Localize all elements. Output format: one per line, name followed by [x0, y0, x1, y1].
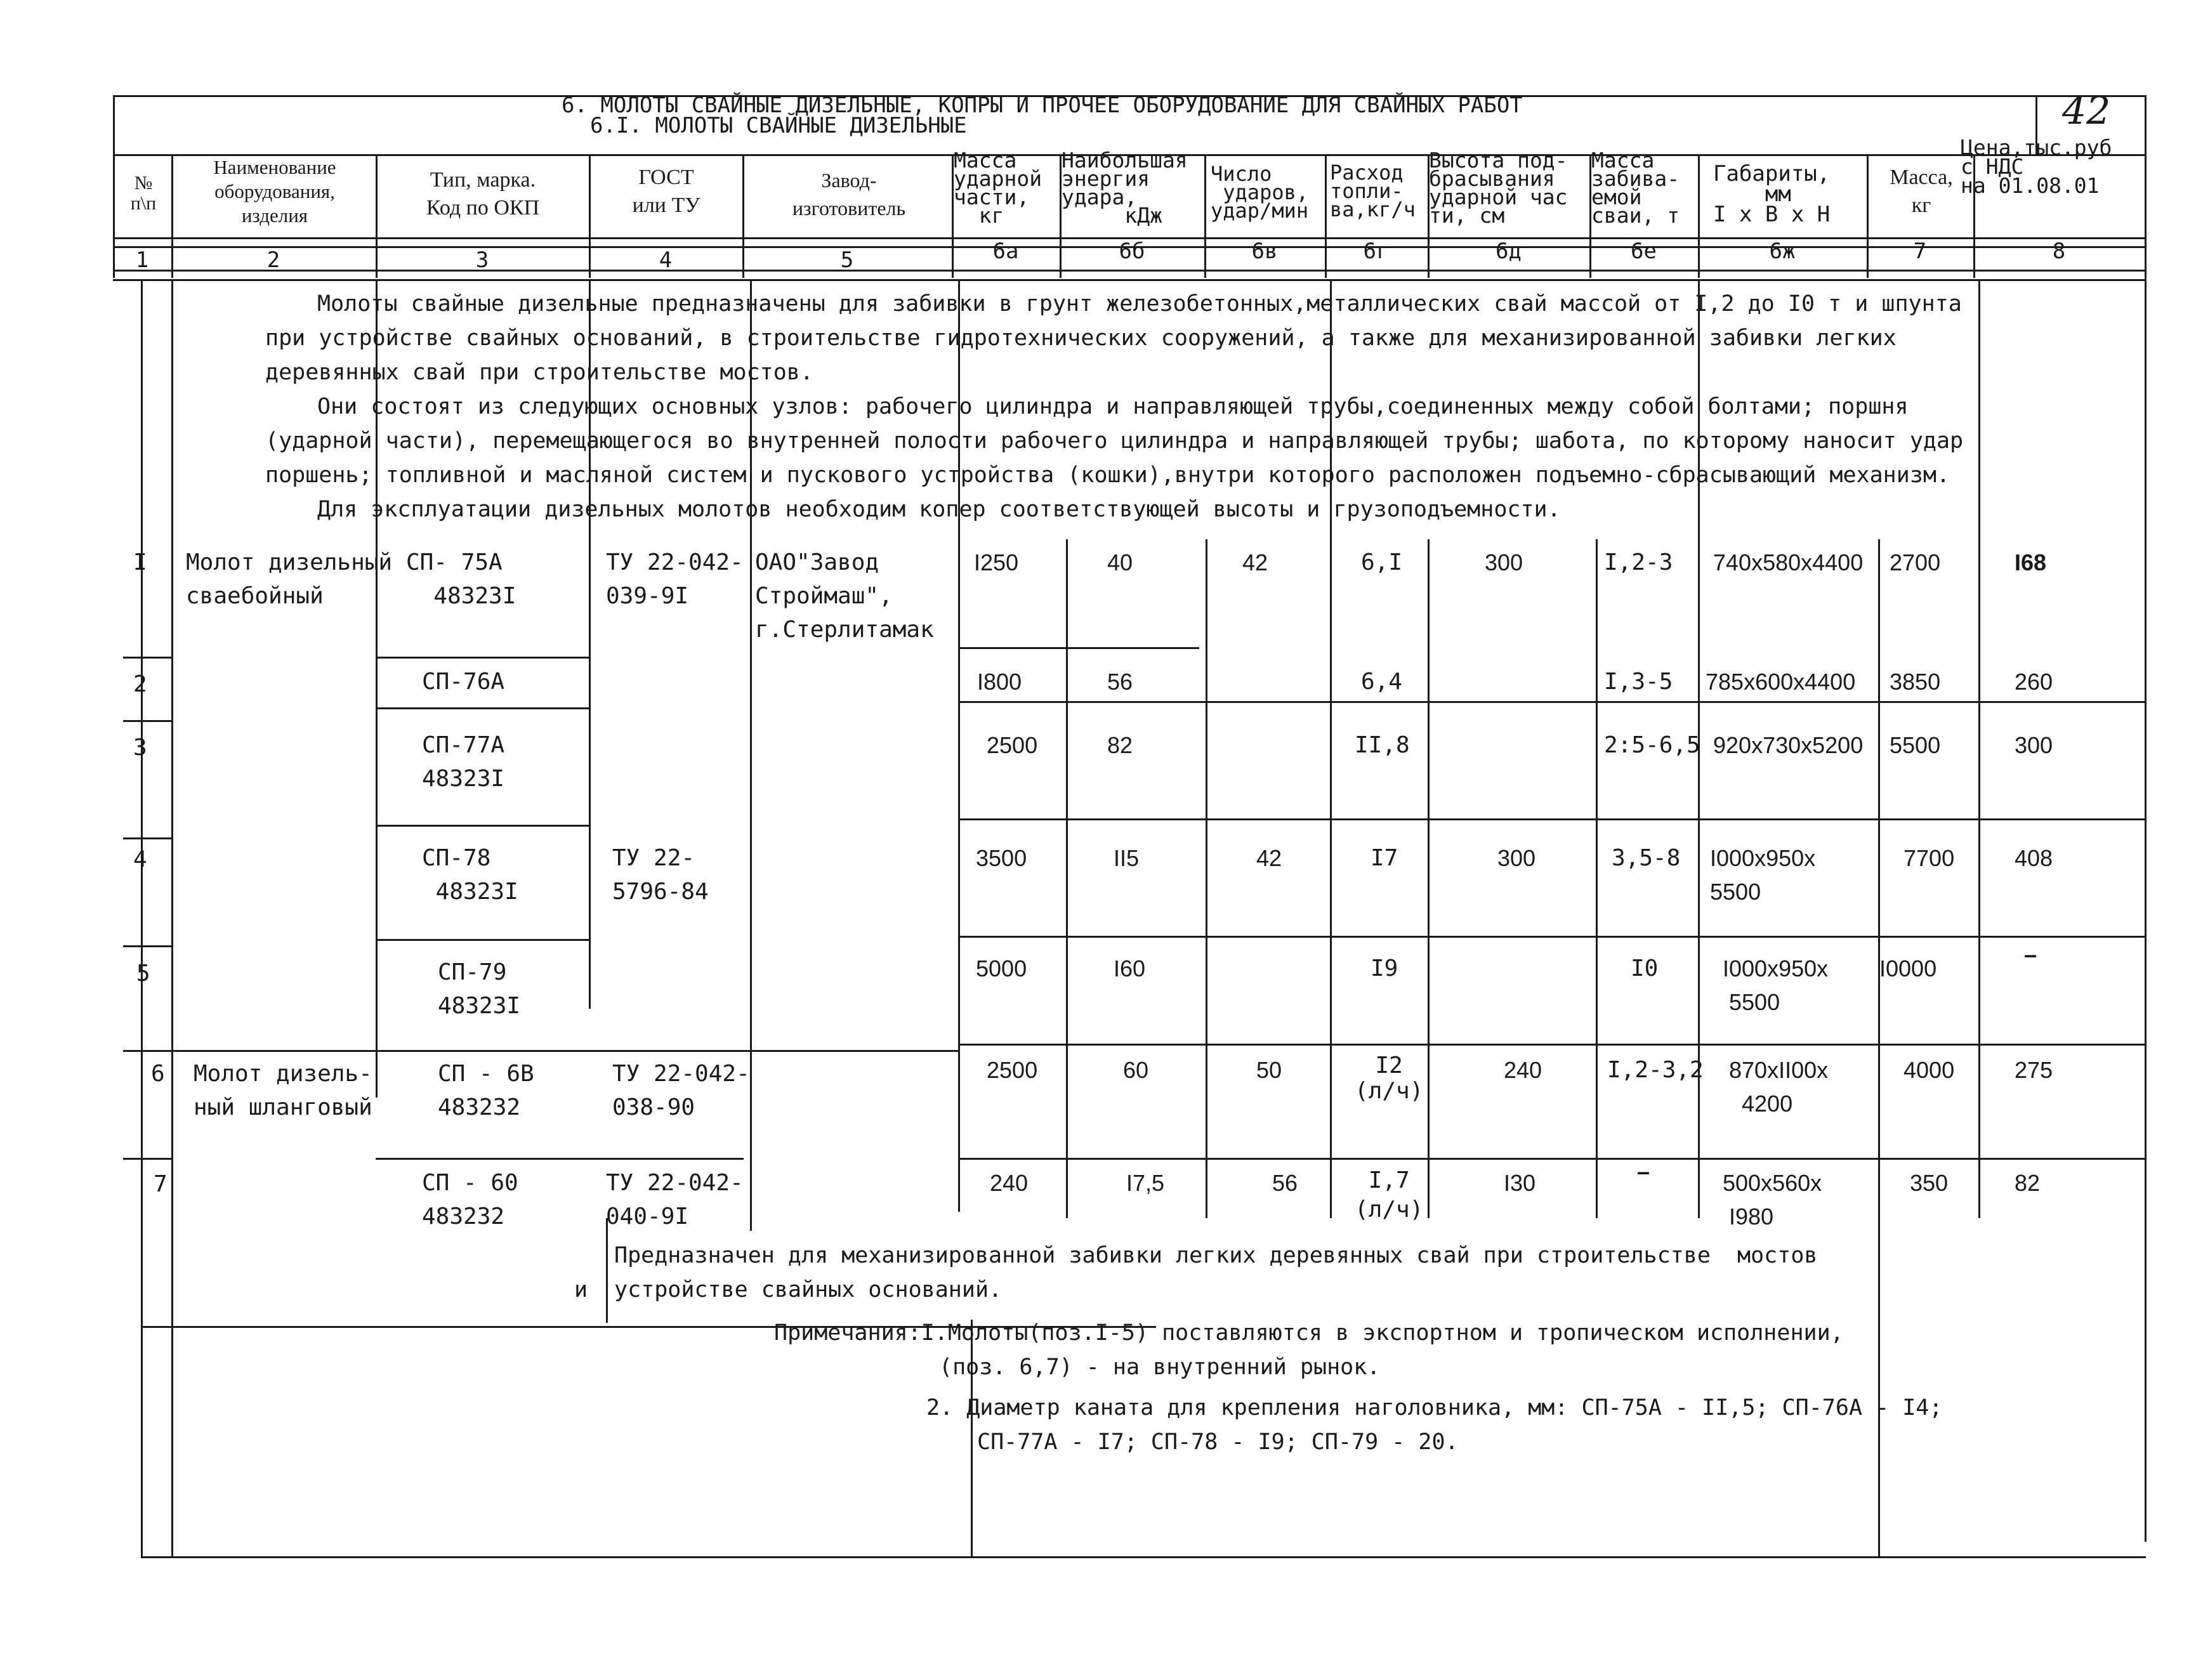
striking-mass: 240 — [990, 1170, 1029, 1196]
rule — [376, 707, 589, 709]
purpose-prefix: и — [574, 1277, 588, 1303]
col-header-maker: Завод- изготовитель — [792, 169, 906, 220]
col-number: 2 — [266, 247, 280, 273]
col-number: 5 — [840, 247, 854, 273]
rule — [1428, 539, 1430, 1218]
blows-per-min: 42 — [1242, 549, 1268, 575]
col-number: 6в — [1251, 239, 1278, 264]
impact-energy: 60 — [1123, 1057, 1149, 1083]
col-number: 4 — [659, 247, 673, 273]
type-code: СП - 6В 483232 — [438, 1061, 534, 1120]
table-bottom-border — [141, 1556, 2146, 1558]
dimensions: 870xII00x 4200 — [1729, 1057, 1829, 1117]
fuel-consumption: 6,I — [1361, 549, 1403, 575]
fuel-consumption: I,7 (л/ч) — [1355, 1167, 1424, 1223]
col-number: 8 — [2052, 239, 2066, 264]
col-number: 6а — [992, 239, 1019, 264]
equipment-name: Молот дизель- ный шланговый — [194, 1061, 372, 1120]
col-number: 6ж — [1769, 239, 1796, 264]
col-number: 6г — [1363, 239, 1390, 264]
fuel-consumption: 6,4 — [1361, 669, 1403, 695]
fuel-consumption: II,8 — [1355, 732, 1410, 758]
rule — [123, 1050, 958, 1052]
fuel-consumption: I2 (л/ч) — [1355, 1053, 1424, 1104]
row-number: 7 — [154, 1171, 168, 1197]
row-number: 2 — [133, 671, 147, 697]
impact-energy: I60 — [1114, 955, 1146, 981]
type-code: СП- 75А 48323I — [406, 549, 516, 609]
intro-line: Они состоят из следующих основных узлов: рабочего цилиндра и направляющей трубы,соединенных между собой болтами; поршня — [317, 394, 1909, 419]
pile-mass: 3,5-8 — [1612, 845, 1681, 871]
blows-per-min: 56 — [1272, 1170, 1298, 1196]
col-header-6g: Расход топли- ва,кг/ч — [1330, 161, 1416, 221]
pile-mass: I,3-5 — [1604, 669, 1673, 695]
note-line: СП-77А - I7; СП-78 - I9; СП-79 - 20. — [977, 1429, 1459, 1455]
pile-mass: 2:5-6,5 — [1604, 732, 1700, 758]
row-number: 4 — [133, 846, 147, 872]
striking-mass: 2500 — [987, 732, 1038, 758]
rule — [958, 818, 2145, 820]
rule — [123, 837, 171, 839]
price: 408 — [2015, 845, 2053, 871]
striking-mass: 3500 — [976, 845, 1027, 871]
intro-line: Для эксплуатации дизельных молотов необходим копер соответствующей высоты и грузоподъемности. — [317, 497, 1561, 522]
striking-mass: 2500 — [987, 1057, 1038, 1083]
rule — [958, 1044, 2145, 1046]
striking-mass: 5000 — [976, 955, 1027, 981]
impact-energy: 40 — [1107, 549, 1133, 575]
col-header-6e: Масса забива- емой сваи, т — [1591, 148, 1680, 228]
impact-energy: 56 — [1107, 669, 1133, 695]
blows-per-min: 50 — [1256, 1057, 1282, 1083]
lift-height: 300 — [1485, 549, 1523, 575]
col-number: 3 — [475, 247, 489, 273]
striking-mass: I800 — [977, 669, 1022, 695]
table-right-border — [2145, 95, 2147, 1542]
gost: ТУ 22-042- 039-9I — [606, 549, 744, 609]
page-number: 42 — [2062, 89, 2111, 133]
mass-kg: 350 — [1910, 1170, 1949, 1196]
rule — [958, 647, 1199, 649]
intro-line: Молоты свайные дизельные предназначены для забивки в грунт железобетонных,металлических свай массой от I,2 до I0 т и шпунта — [317, 291, 1962, 317]
rule — [958, 1158, 2145, 1160]
manufacturer: ОАО"Завод Строймаш", г.Стерлитамак — [755, 549, 934, 643]
col-number: 6д — [1496, 239, 1522, 264]
subsection-title: 6.I. МОЛОТЫ СВАЙНЫЕ ДИЗЕЛЬНЫЕ — [590, 113, 967, 138]
rule — [376, 939, 589, 941]
header-divider — [113, 279, 2146, 281]
rule — [958, 701, 2145, 703]
intro-line: деревянных свай при строительстве мостов. — [265, 360, 813, 385]
price: 260 — [2015, 669, 2053, 695]
row-number: 6 — [151, 1061, 165, 1087]
fuel-consumption: I7 — [1371, 845, 1398, 871]
note-line: Примечания:I.Молоты(поз.I-5) поставляются в экспортном и тропическом исполнении, — [774, 1320, 1844, 1346]
dimensions: 920x730x5200 — [1713, 732, 1864, 758]
type-code: СП - 60 483232 — [422, 1170, 518, 1230]
pile-mass: – — [1637, 1158, 1650, 1185]
equipment-name: Молот дизельный сваебойный — [186, 549, 393, 609]
dimensions: I000x950x 5500 — [1710, 845, 1816, 905]
type-code: СП-76А — [422, 669, 505, 695]
col-header-type: Тип, марка. Код по ОКП — [426, 168, 540, 220]
rule — [123, 657, 171, 659]
pile-mass: I,2-3 — [1604, 549, 1673, 575]
rule — [123, 945, 171, 947]
purpose-line: устройстве свайных оснований. — [614, 1277, 1003, 1303]
rule — [1978, 279, 1980, 1218]
col-header-6v: Число удаpов, удар/мин — [1211, 162, 1309, 223]
gost: ТУ 22-042- 040-9I — [606, 1170, 744, 1230]
mass-kg: 3850 — [1890, 669, 1941, 695]
price: 300 — [2015, 732, 2053, 758]
pile-mass: I0 — [1631, 955, 1659, 981]
purpose-line: Предназначен для механизированной забивки легких деревянных свай при строительстве мостов — [614, 1243, 1818, 1268]
impact-energy: 82 — [1107, 732, 1133, 758]
striking-mass: I250 — [974, 549, 1019, 575]
col-number: 6б — [1119, 239, 1145, 264]
mass-kg: 5500 — [1890, 732, 1941, 758]
mass-kg: 4000 — [1903, 1057, 1955, 1083]
impact-energy: II5 — [1114, 845, 1140, 871]
row-number: 3 — [133, 735, 147, 761]
rule — [376, 825, 589, 827]
fuel-consumption: I9 — [1371, 955, 1398, 981]
note-line: 2. Диаметр каната для крепления наголовника, мм: СП-75А - II,5; СП-76А - I4; — [926, 1395, 1943, 1421]
col-header-6a: Масса ударной части, кг — [954, 148, 1042, 228]
mass-kg: 7700 — [1903, 845, 1955, 871]
col-number: 7 — [1913, 239, 1927, 264]
type-code: СП-79 48323I — [438, 959, 521, 1019]
intro-line: поршень; топливной и масляной систем и пускового устройства (кошки),внутри которого расположен подъемно-сбрасывающий механизм. — [265, 463, 1950, 488]
impact-energy: I7,5 — [1126, 1170, 1165, 1196]
col-header-gost: ГОСТ или ТУ — [632, 166, 700, 217]
gost: ТУ 22- 5796-84 — [612, 845, 709, 905]
rule — [958, 936, 2145, 938]
mass-kg: I0000 — [1879, 955, 1937, 981]
note-line: (поз. 6,7) - на внутренний рынок. — [939, 1355, 1381, 1380]
blows-per-min: 42 — [1256, 845, 1282, 871]
lift-height: I30 — [1504, 1170, 1536, 1196]
dimensions: 740x580x4400 — [1713, 549, 1864, 575]
table-left-border — [141, 279, 143, 1558]
price: 275 — [2015, 1057, 2053, 1083]
intro-line: (ударной части), перемещающегося во внутренней полости рабочего цилиндра и направляющей трубы; шабота, по которому наносит удар — [265, 428, 1964, 454]
gost: ТУ 22-042- 038-90 — [612, 1061, 750, 1120]
col-header-mass: Масса, кг — [1890, 166, 1953, 217]
rule — [123, 1158, 171, 1160]
col-number: 1 — [135, 247, 149, 273]
pile-mass: I,2-3,2 — [1607, 1057, 1704, 1083]
col-header-6d: Высота под- брасывания ударной час ти, см — [1429, 148, 1568, 228]
lift-height: 240 — [1504, 1057, 1542, 1083]
rule — [123, 720, 171, 722]
rule — [376, 657, 589, 659]
mass-kg: 2700 — [1890, 549, 1941, 575]
rule — [1596, 539, 1598, 1218]
col-header-name: Наименование оборудования, изделия — [213, 156, 336, 226]
col-header-number: № п\п — [130, 173, 157, 214]
rule — [1066, 539, 1068, 1218]
lift-height: 300 — [1497, 845, 1536, 871]
type-code: СП-77А 48323I — [422, 732, 505, 792]
col-number: 6е — [1631, 239, 1657, 264]
rule — [113, 95, 115, 155]
rule — [171, 279, 173, 1558]
dimensions: I000x950x 5500 — [1723, 955, 1829, 1015]
intro-line: при устройстве свайных оснований, в строительстве гидротехнических сооружений, а также для механизированной забивки легких — [265, 325, 1897, 351]
price: I68 — [2015, 549, 2047, 575]
col-header-6zh: Габариты, мм I x B x H — [1713, 161, 1831, 227]
row-number: I — [133, 549, 147, 575]
col-header-6b: Наибольшая энергия удара, кДж — [1062, 148, 1188, 228]
rule — [1206, 539, 1207, 1218]
price: – — [2024, 942, 2037, 968]
price: 82 — [2015, 1170, 2041, 1196]
rule — [376, 1158, 744, 1160]
section-title: 6. МОЛОТЫ СВАЙНЫЕ ДИЗЕЛЬНЫЕ, КОПРЫ И ПРОЧЕЕ ОБОРУДОВАНИЕ ДЛЯ СВАЙНЫХ РАБОТ — [562, 93, 1523, 118]
dimensions: 785x600x4400 — [1706, 669, 1856, 695]
row-number: 5 — [136, 961, 150, 987]
col-header-price: Цена,тыс.руб с НДС на 01.08.01 — [1961, 135, 2112, 198]
type-code: СП-78 48323I — [422, 845, 518, 905]
dimensions: 500x560x I980 — [1723, 1170, 1822, 1230]
rule — [606, 1218, 608, 1323]
